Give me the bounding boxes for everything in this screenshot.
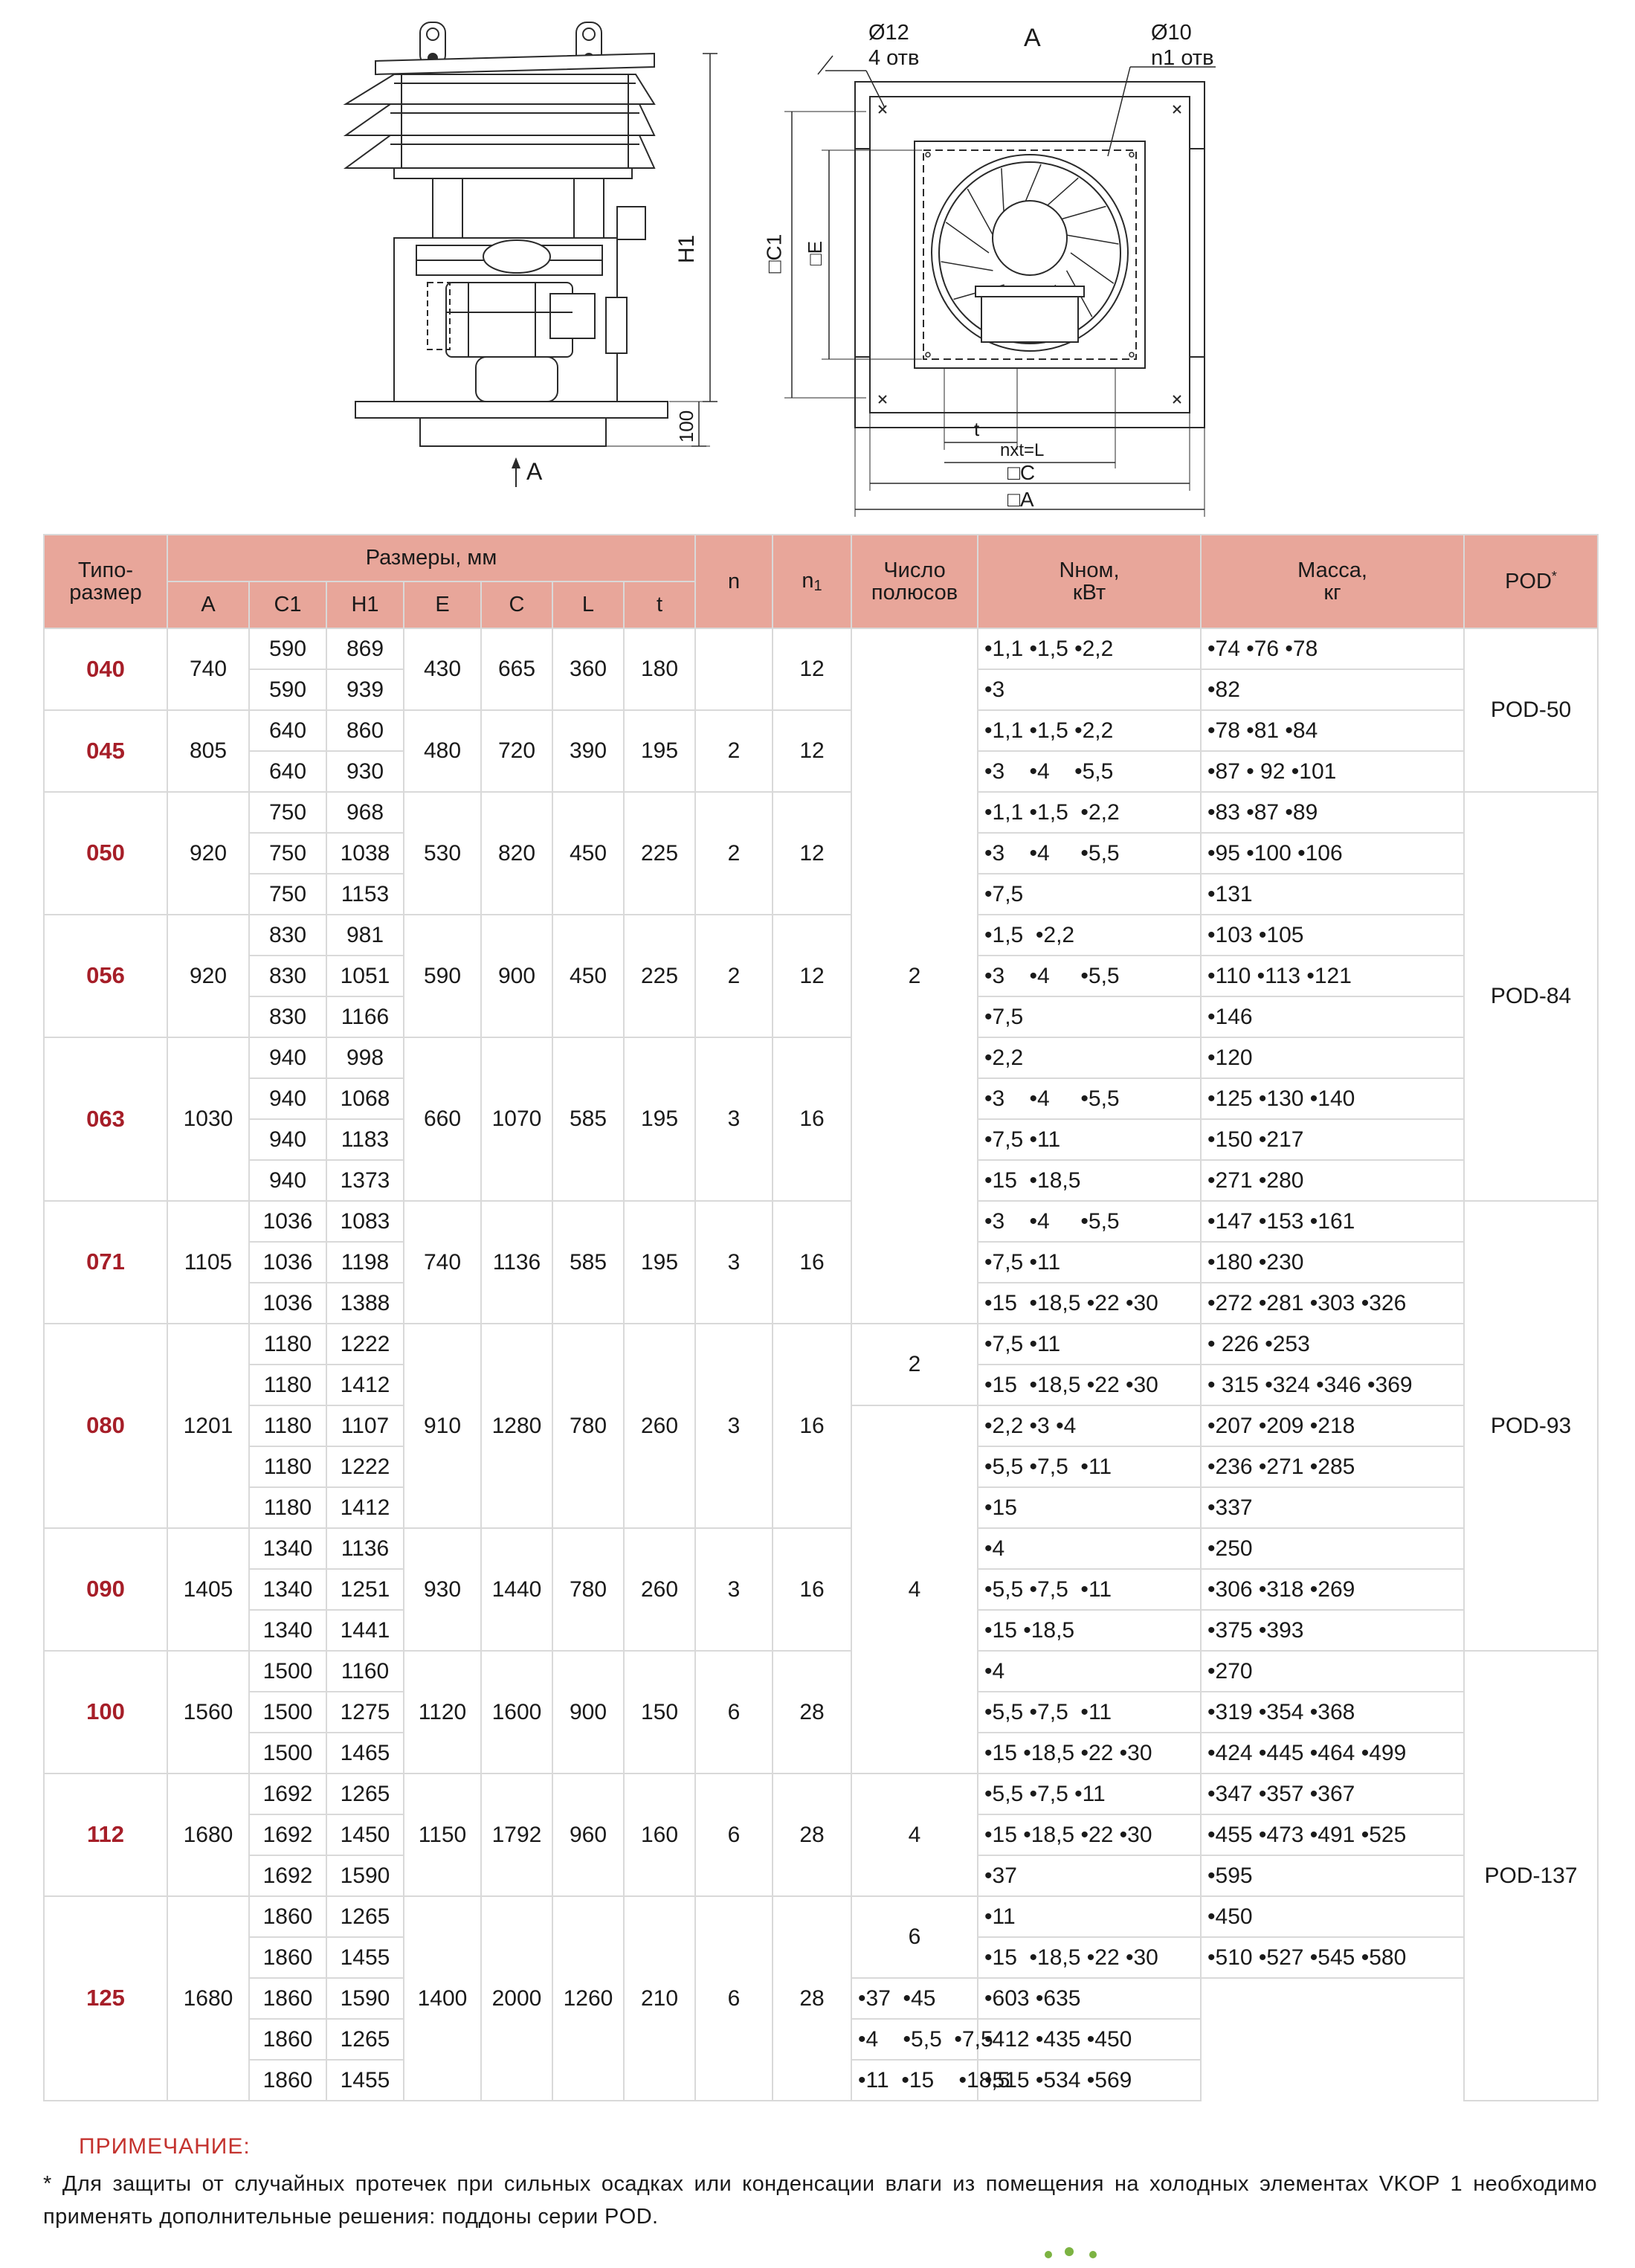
cell-poles: 4 bbox=[851, 1774, 978, 1896]
cell-h1: 1465 bbox=[326, 1733, 404, 1774]
header-power: Nном, кВт bbox=[978, 535, 1201, 628]
cell-h1: 1183 bbox=[326, 1119, 404, 1160]
cell-n: 3 bbox=[695, 1528, 773, 1651]
cell-c1: 750 bbox=[249, 792, 326, 833]
cell-mass: •131 bbox=[1201, 874, 1464, 915]
table-row bbox=[44, 1037, 1598, 1078]
cell-h1: 1441 bbox=[326, 1610, 404, 1651]
cell-e: 1150 bbox=[404, 1774, 481, 1896]
cell-h1: 1590 bbox=[326, 1855, 404, 1896]
cell-c1: 940 bbox=[249, 1078, 326, 1119]
cell-type: 112 bbox=[44, 1774, 167, 1896]
cell-e: 1400 bbox=[404, 1896, 481, 2101]
cell-power: •1,5 •2,2 bbox=[978, 915, 1201, 956]
cell-pod: POD-93 bbox=[1464, 1201, 1598, 1651]
cell-a: 920 bbox=[167, 915, 249, 1037]
cell-h1: 1373 bbox=[326, 1160, 404, 1201]
cell-e: 1120 bbox=[404, 1651, 481, 1774]
cell-h1: 1455 bbox=[326, 1937, 404, 1978]
cell-c: 1792 bbox=[481, 1774, 552, 1896]
cell-c: 1440 bbox=[481, 1528, 552, 1651]
cell-a: 1680 bbox=[167, 1774, 249, 1896]
cell-c1: 640 bbox=[249, 751, 326, 792]
cell-c1: 1180 bbox=[249, 1405, 326, 1446]
table-row bbox=[44, 628, 1598, 669]
cell-n: 2 bbox=[695, 710, 773, 792]
cell-t: 225 bbox=[624, 792, 695, 915]
cell-mass: •74 •76 •78 bbox=[1201, 628, 1464, 669]
cell-mass: •110 •113 •121 bbox=[1201, 956, 1464, 996]
cell-power: •15 bbox=[978, 1487, 1201, 1528]
cell-power: •11 bbox=[978, 1896, 1201, 1937]
cell-power: •1,1 •1,5 •2,2 bbox=[978, 792, 1201, 833]
cell-mass: •147 •153 •161 bbox=[1201, 1201, 1464, 1242]
cell-n: 6 bbox=[695, 1774, 773, 1896]
cell-c: 900 bbox=[481, 915, 552, 1037]
cell-power: •15 •18,5 •22 •30 bbox=[978, 1733, 1201, 1774]
cell-c1: 1036 bbox=[249, 1201, 326, 1242]
cell-h1: 1265 bbox=[326, 1896, 404, 1937]
cell-a: 1560 bbox=[167, 1651, 249, 1774]
header-t: t bbox=[624, 582, 695, 628]
cell-c1: 1180 bbox=[249, 1487, 326, 1528]
cell-h1: 1198 bbox=[326, 1242, 404, 1283]
header-e: E bbox=[404, 582, 481, 628]
technical-drawings bbox=[0, 0, 1635, 521]
cell-l: 450 bbox=[552, 792, 624, 915]
cell-c1: 1860 bbox=[249, 2019, 326, 2060]
cell-mass: •595 bbox=[1201, 1855, 1464, 1896]
cell-h1: 1590 bbox=[326, 1978, 404, 2019]
cell-l: 960 bbox=[552, 1774, 624, 1896]
cell-h1: 1251 bbox=[326, 1569, 404, 1610]
cell-c1: 590 bbox=[249, 669, 326, 710]
cell-h1: 1166 bbox=[326, 996, 404, 1037]
footnote-title: ПРИМЕЧАНИЕ: bbox=[79, 2134, 251, 2159]
cell-power: •5,5 •7,5 •11 bbox=[978, 1569, 1201, 1610]
cell-h1: 1051 bbox=[326, 956, 404, 996]
cell-c: 1600 bbox=[481, 1651, 552, 1774]
cell-type: 100 bbox=[44, 1651, 167, 1774]
cell-n: 2 bbox=[695, 915, 773, 1037]
cell-a: 1201 bbox=[167, 1324, 249, 1528]
cell-e: 740 bbox=[404, 1201, 481, 1324]
header-a: A bbox=[167, 582, 249, 628]
cell-h1: 1222 bbox=[326, 1324, 404, 1365]
cell-h1: 1455 bbox=[326, 2060, 404, 2101]
cell-e: 930 bbox=[404, 1528, 481, 1651]
label-hole-large-count: 4 отв bbox=[868, 46, 920, 70]
table-row bbox=[44, 1201, 1598, 1242]
label-dim-t: t bbox=[974, 418, 980, 440]
footnote bbox=[43, 2134, 1597, 2233]
cell-power: •3 •4 •5,5 bbox=[978, 1078, 1201, 1119]
cell-mass: •306 •318 •269 bbox=[1201, 1569, 1464, 1610]
cell-h1: 1222 bbox=[326, 1446, 404, 1487]
cell-n bbox=[695, 628, 773, 710]
cell-t: 225 bbox=[624, 915, 695, 1037]
cell-power: •4 bbox=[978, 1651, 1201, 1692]
cell-power: •7,5 bbox=[978, 874, 1201, 915]
cell-mass: •272 •281 •303 •326 bbox=[1201, 1283, 1464, 1324]
cell-c1: 1340 bbox=[249, 1569, 326, 1610]
cell-power: •2,2 •3 •4 bbox=[978, 1405, 1201, 1446]
specification-table-body bbox=[44, 628, 1598, 2101]
cell-t: 150 bbox=[624, 1651, 695, 1774]
cell-n1: 28 bbox=[773, 1651, 851, 1774]
cell-mass: •412 •435 •450 bbox=[978, 2019, 1201, 2060]
cell-e: 480 bbox=[404, 710, 481, 792]
cell-l: 585 bbox=[552, 1201, 624, 1324]
label-hole-small: Ø10 bbox=[1151, 21, 1192, 45]
cell-a: 805 bbox=[167, 710, 249, 792]
table-row bbox=[44, 915, 1598, 956]
cell-c1: 1036 bbox=[249, 1283, 326, 1324]
cell-n: 3 bbox=[695, 1324, 773, 1528]
cell-c1: 830 bbox=[249, 996, 326, 1037]
cell-mass: •146 bbox=[1201, 996, 1464, 1037]
cell-a: 1680 bbox=[167, 1896, 249, 2101]
cell-h1: 1450 bbox=[326, 1814, 404, 1855]
cell-power: •15 •18,5 •22 •30 bbox=[978, 1814, 1201, 1855]
cell-mass: •510 •527 •545 •580 bbox=[1201, 1937, 1464, 1978]
cell-n: 3 bbox=[695, 1201, 773, 1324]
cell-power: •5,5 •7,5 •11 bbox=[978, 1446, 1201, 1487]
cell-power: •1,1 •1,5 •2,2 bbox=[978, 628, 1201, 669]
cell-c: 1136 bbox=[481, 1201, 552, 1324]
cell-c1: 1692 bbox=[249, 1814, 326, 1855]
cell-mass: •236 •271 •285 bbox=[1201, 1446, 1464, 1487]
header-l: L bbox=[552, 582, 624, 628]
cell-mass: •347 •357 •367 bbox=[1201, 1774, 1464, 1814]
cell-n: 3 bbox=[695, 1037, 773, 1201]
cell-c1: 1180 bbox=[249, 1365, 326, 1405]
cell-t: 195 bbox=[624, 1037, 695, 1201]
cell-a: 920 bbox=[167, 792, 249, 915]
cell-h1: 1153 bbox=[326, 874, 404, 915]
cell-mass: •83 •87 •89 bbox=[1201, 792, 1464, 833]
cell-mass: •455 •473 •491 •525 bbox=[1201, 1814, 1464, 1855]
cell-h1: 939 bbox=[326, 669, 404, 710]
cell-c: 1070 bbox=[481, 1037, 552, 1201]
header-row-1 bbox=[44, 535, 1598, 582]
cell-n: 2 bbox=[695, 792, 773, 915]
cell-h1: 998 bbox=[326, 1037, 404, 1078]
cell-power: •4 bbox=[978, 1528, 1201, 1569]
header-pod bbox=[1464, 535, 1598, 628]
cell-c1: 640 bbox=[249, 710, 326, 751]
cell-c1: 1180 bbox=[249, 1446, 326, 1487]
cell-mass: •180 •230 bbox=[1201, 1242, 1464, 1283]
header-pod-base: POD bbox=[1505, 570, 1552, 594]
cell-type: 056 bbox=[44, 915, 167, 1037]
cell-power: •3 •4 •5,5 bbox=[978, 751, 1201, 792]
cell-c1: 940 bbox=[249, 1119, 326, 1160]
label-view-arrow: A bbox=[526, 458, 543, 485]
cell-c1: 590 bbox=[249, 628, 326, 669]
cell-n: 6 bbox=[695, 1896, 773, 2101]
cell-mass: •78 •81 •84 bbox=[1201, 710, 1464, 751]
label-base-100: 100 bbox=[675, 410, 698, 443]
cell-l: 1260 bbox=[552, 1896, 624, 2101]
cell-mass: •603 •635 bbox=[978, 1978, 1201, 2019]
cell-mass: •207 •209 •218 bbox=[1201, 1405, 1464, 1446]
cell-mass: •120 bbox=[1201, 1037, 1464, 1078]
cell-power: •2,2 bbox=[978, 1037, 1201, 1078]
cell-c1: 750 bbox=[249, 874, 326, 915]
cell-t: 195 bbox=[624, 710, 695, 792]
cell-mass: •95 •100 •106 bbox=[1201, 833, 1464, 874]
header-n: n bbox=[695, 535, 773, 628]
cell-type: 045 bbox=[44, 710, 167, 792]
cell-h1: 1038 bbox=[326, 833, 404, 874]
cell-power: •3 •4 •5,5 bbox=[978, 956, 1201, 996]
table-row bbox=[44, 1528, 1598, 1569]
cell-h1: 1265 bbox=[326, 2019, 404, 2060]
cell-poles: 6 bbox=[851, 1896, 978, 1978]
cell-pod: POD-50 bbox=[1464, 628, 1598, 792]
cell-c1: 1180 bbox=[249, 1324, 326, 1365]
label-hole-large: Ø12 bbox=[868, 21, 909, 45]
cell-h1: 968 bbox=[326, 792, 404, 833]
cell-n1: 28 bbox=[773, 1896, 851, 2101]
cell-h1: 930 bbox=[326, 751, 404, 792]
label-dim-c: □C bbox=[1007, 461, 1036, 484]
cell-h1: 981 bbox=[326, 915, 404, 956]
cell-c1: 830 bbox=[249, 956, 326, 996]
cell-h1: 869 bbox=[326, 628, 404, 669]
cell-mass: •125 •130 •140 bbox=[1201, 1078, 1464, 1119]
cell-power: •15 •18,5 bbox=[978, 1160, 1201, 1201]
cell-power: •7,5 bbox=[978, 996, 1201, 1037]
cell-power: •1,1 •1,5 •2,2 bbox=[978, 710, 1201, 751]
cell-e: 660 bbox=[404, 1037, 481, 1201]
table-row bbox=[44, 1774, 1598, 1814]
cell-power: •37 •45 bbox=[851, 1978, 978, 2019]
cell-a: 1405 bbox=[167, 1528, 249, 1651]
cell-c1: 1692 bbox=[249, 1855, 326, 1896]
cell-n: 6 bbox=[695, 1651, 773, 1774]
cell-l: 780 bbox=[552, 1324, 624, 1528]
cell-l: 900 bbox=[552, 1651, 624, 1774]
cell-power: •15 •18,5 bbox=[978, 1610, 1201, 1651]
label-hole-small-count: n1 отв bbox=[1151, 46, 1214, 70]
cell-c1: 1860 bbox=[249, 1896, 326, 1937]
cell-h1: 1136 bbox=[326, 1528, 404, 1569]
cell-c1: 830 bbox=[249, 915, 326, 956]
decorative-leaf-icon bbox=[1033, 2238, 1123, 2261]
cell-power: •3 •4 •5,5 bbox=[978, 833, 1201, 874]
table-row bbox=[44, 710, 1598, 751]
cell-c: 720 bbox=[481, 710, 552, 792]
cell-n1: 28 bbox=[773, 1774, 851, 1896]
cell-c1: 1500 bbox=[249, 1733, 326, 1774]
cell-n1: 12 bbox=[773, 792, 851, 915]
cell-c1: 940 bbox=[249, 1160, 326, 1201]
cell-e: 910 bbox=[404, 1324, 481, 1528]
cell-mass: •82 bbox=[1201, 669, 1464, 710]
cell-power: •11 •15 •18,5 bbox=[851, 2060, 978, 2101]
table-row bbox=[44, 792, 1598, 833]
cell-e: 530 bbox=[404, 792, 481, 915]
cell-mass: •375 •393 bbox=[1201, 1610, 1464, 1651]
cell-power: •15 •18,5 •22 •30 bbox=[978, 1283, 1201, 1324]
cell-mass: •250 bbox=[1201, 1528, 1464, 1569]
header-c: C bbox=[481, 582, 552, 628]
header-n1-sub: 1 bbox=[813, 577, 822, 594]
cell-mass: •424 •445 •464 •499 bbox=[1201, 1733, 1464, 1774]
cell-c1: 1860 bbox=[249, 1937, 326, 1978]
cell-power: •7,5 •11 bbox=[978, 1324, 1201, 1365]
label-plan-view: A bbox=[1024, 24, 1041, 52]
cell-power: •5,5 •7,5 •11 bbox=[978, 1692, 1201, 1733]
label-dim-nxt: nxt=L bbox=[1000, 440, 1045, 460]
cell-l: 390 bbox=[552, 710, 624, 792]
cell-c1: 1500 bbox=[249, 1692, 326, 1733]
cell-mass: •270 bbox=[1201, 1651, 1464, 1692]
cell-type: 071 bbox=[44, 1201, 167, 1324]
cell-h1: 1107 bbox=[326, 1405, 404, 1446]
cell-mass: •150 •217 bbox=[1201, 1119, 1464, 1160]
cell-n1: 12 bbox=[773, 915, 851, 1037]
cell-power: •15 •18,5 •22 •30 bbox=[978, 1365, 1201, 1405]
label-dim-e: □E bbox=[804, 240, 827, 266]
cell-h1: 1068 bbox=[326, 1078, 404, 1119]
cell-n1: 12 bbox=[773, 628, 851, 710]
label-h1: H1 bbox=[674, 234, 700, 264]
cell-type: 125 bbox=[44, 1896, 167, 2101]
cell-mass: •271 •280 bbox=[1201, 1160, 1464, 1201]
cell-h1: 1160 bbox=[326, 1651, 404, 1692]
label-dim-a: □A bbox=[1007, 488, 1034, 511]
cell-c1: 1340 bbox=[249, 1610, 326, 1651]
header-c1: C1 bbox=[249, 582, 326, 628]
cell-power: •3 bbox=[978, 669, 1201, 710]
cell-h1: 1412 bbox=[326, 1365, 404, 1405]
cell-c1: 750 bbox=[249, 833, 326, 874]
cell-c: 1280 bbox=[481, 1324, 552, 1528]
cell-n1: 16 bbox=[773, 1201, 851, 1324]
cell-h1: 860 bbox=[326, 710, 404, 751]
cell-a: 1030 bbox=[167, 1037, 249, 1201]
header-poles: Число полюсов bbox=[851, 535, 978, 628]
cell-type: 090 bbox=[44, 1528, 167, 1651]
cell-c1: 1036 bbox=[249, 1242, 326, 1283]
table-row bbox=[44, 1896, 1598, 1937]
footnote-text: * Для защиты от случайных протечек при сильных осадках или конденсации влаги из помещения на холодных элементах VKOP 1 необходимо применять дополнительные решения: поддоны серии POD. bbox=[43, 2172, 1597, 2229]
cell-n1: 16 bbox=[773, 1037, 851, 1201]
cell-t: 195 bbox=[624, 1201, 695, 1324]
cell-c1: 1340 bbox=[249, 1528, 326, 1569]
cell-c: 665 bbox=[481, 628, 552, 710]
cell-mass: •337 bbox=[1201, 1487, 1464, 1528]
cell-type: 040 bbox=[44, 628, 167, 710]
cell-n1: 16 bbox=[773, 1324, 851, 1528]
cell-poles: 2 bbox=[851, 1324, 978, 1405]
header-n1 bbox=[773, 535, 851, 628]
cell-l: 585 bbox=[552, 1037, 624, 1201]
cell-power: •7,5 •11 bbox=[978, 1119, 1201, 1160]
cell-power: •37 bbox=[978, 1855, 1201, 1896]
cell-h1: 1265 bbox=[326, 1774, 404, 1814]
cell-power: •3 •4 •5,5 bbox=[978, 1201, 1201, 1242]
cell-c1: 1860 bbox=[249, 2060, 326, 2101]
cell-power: •7,5 •11 bbox=[978, 1242, 1201, 1283]
specification-table bbox=[43, 534, 1599, 2101]
cell-pod: POD-137 bbox=[1464, 1651, 1598, 2101]
cell-mass: • 315 •324 •346 •369 bbox=[1201, 1365, 1464, 1405]
cell-t: 160 bbox=[624, 1774, 695, 1896]
cell-t: 260 bbox=[624, 1528, 695, 1651]
cell-l: 450 bbox=[552, 915, 624, 1037]
cell-h1: 1275 bbox=[326, 1692, 404, 1733]
cell-c1: 1500 bbox=[249, 1651, 326, 1692]
cell-t: 210 bbox=[624, 1896, 695, 2101]
cell-power: •4 •5,5 •7,5 bbox=[851, 2019, 978, 2060]
cell-l: 360 bbox=[552, 628, 624, 710]
cell-c: 2000 bbox=[481, 1896, 552, 2101]
cell-type: 063 bbox=[44, 1037, 167, 1201]
cell-c: 820 bbox=[481, 792, 552, 915]
header-pod-sup: * bbox=[1551, 569, 1557, 584]
cell-mass: • 226 •253 bbox=[1201, 1324, 1464, 1365]
side-view-drawing bbox=[346, 22, 717, 487]
cell-power: •15 •18,5 •22 •30 bbox=[978, 1937, 1201, 1978]
header-mass: Масса, кг bbox=[1201, 535, 1464, 628]
header-n1-base: n bbox=[802, 568, 814, 593]
cell-n1: 16 bbox=[773, 1528, 851, 1651]
cell-h1: 1412 bbox=[326, 1487, 404, 1528]
cell-h1: 1388 bbox=[326, 1283, 404, 1324]
table-row bbox=[44, 1651, 1598, 1692]
cell-l: 780 bbox=[552, 1528, 624, 1651]
table-row bbox=[44, 1324, 1598, 1365]
cell-t: 180 bbox=[624, 628, 695, 710]
cell-mass: •450 bbox=[1201, 1896, 1464, 1937]
cell-type: 050 bbox=[44, 792, 167, 915]
header-type: Типо- размер bbox=[44, 535, 167, 628]
label-dim-c1: □C1 bbox=[762, 233, 786, 274]
cell-poles: 2 bbox=[851, 628, 978, 1324]
cell-c1: 940 bbox=[249, 1037, 326, 1078]
cell-t: 260 bbox=[624, 1324, 695, 1528]
header-dimensions: Размеры, мм bbox=[167, 535, 695, 582]
cell-poles: 4 bbox=[851, 1405, 978, 1774]
cell-h1: 1083 bbox=[326, 1201, 404, 1242]
cell-c1: 1860 bbox=[249, 1978, 326, 2019]
cell-mass: •87 • 92 •101 bbox=[1201, 751, 1464, 792]
cell-mass: •319 •354 •368 bbox=[1201, 1692, 1464, 1733]
cell-pod: POD-84 bbox=[1464, 792, 1598, 1201]
cell-mass: •515 •534 •569 bbox=[978, 2060, 1201, 2101]
cell-c1: 1692 bbox=[249, 1774, 326, 1814]
cell-a: 740 bbox=[167, 628, 249, 710]
cell-power: •5,5 •7,5 •11 bbox=[978, 1774, 1201, 1814]
cell-e: 430 bbox=[404, 628, 481, 710]
cell-n1: 12 bbox=[773, 710, 851, 792]
cell-a: 1105 bbox=[167, 1201, 249, 1324]
cell-type: 080 bbox=[44, 1324, 167, 1528]
header-h1: H1 bbox=[326, 582, 404, 628]
cell-e: 590 bbox=[404, 915, 481, 1037]
cell-mass: •103 •105 bbox=[1201, 915, 1464, 956]
